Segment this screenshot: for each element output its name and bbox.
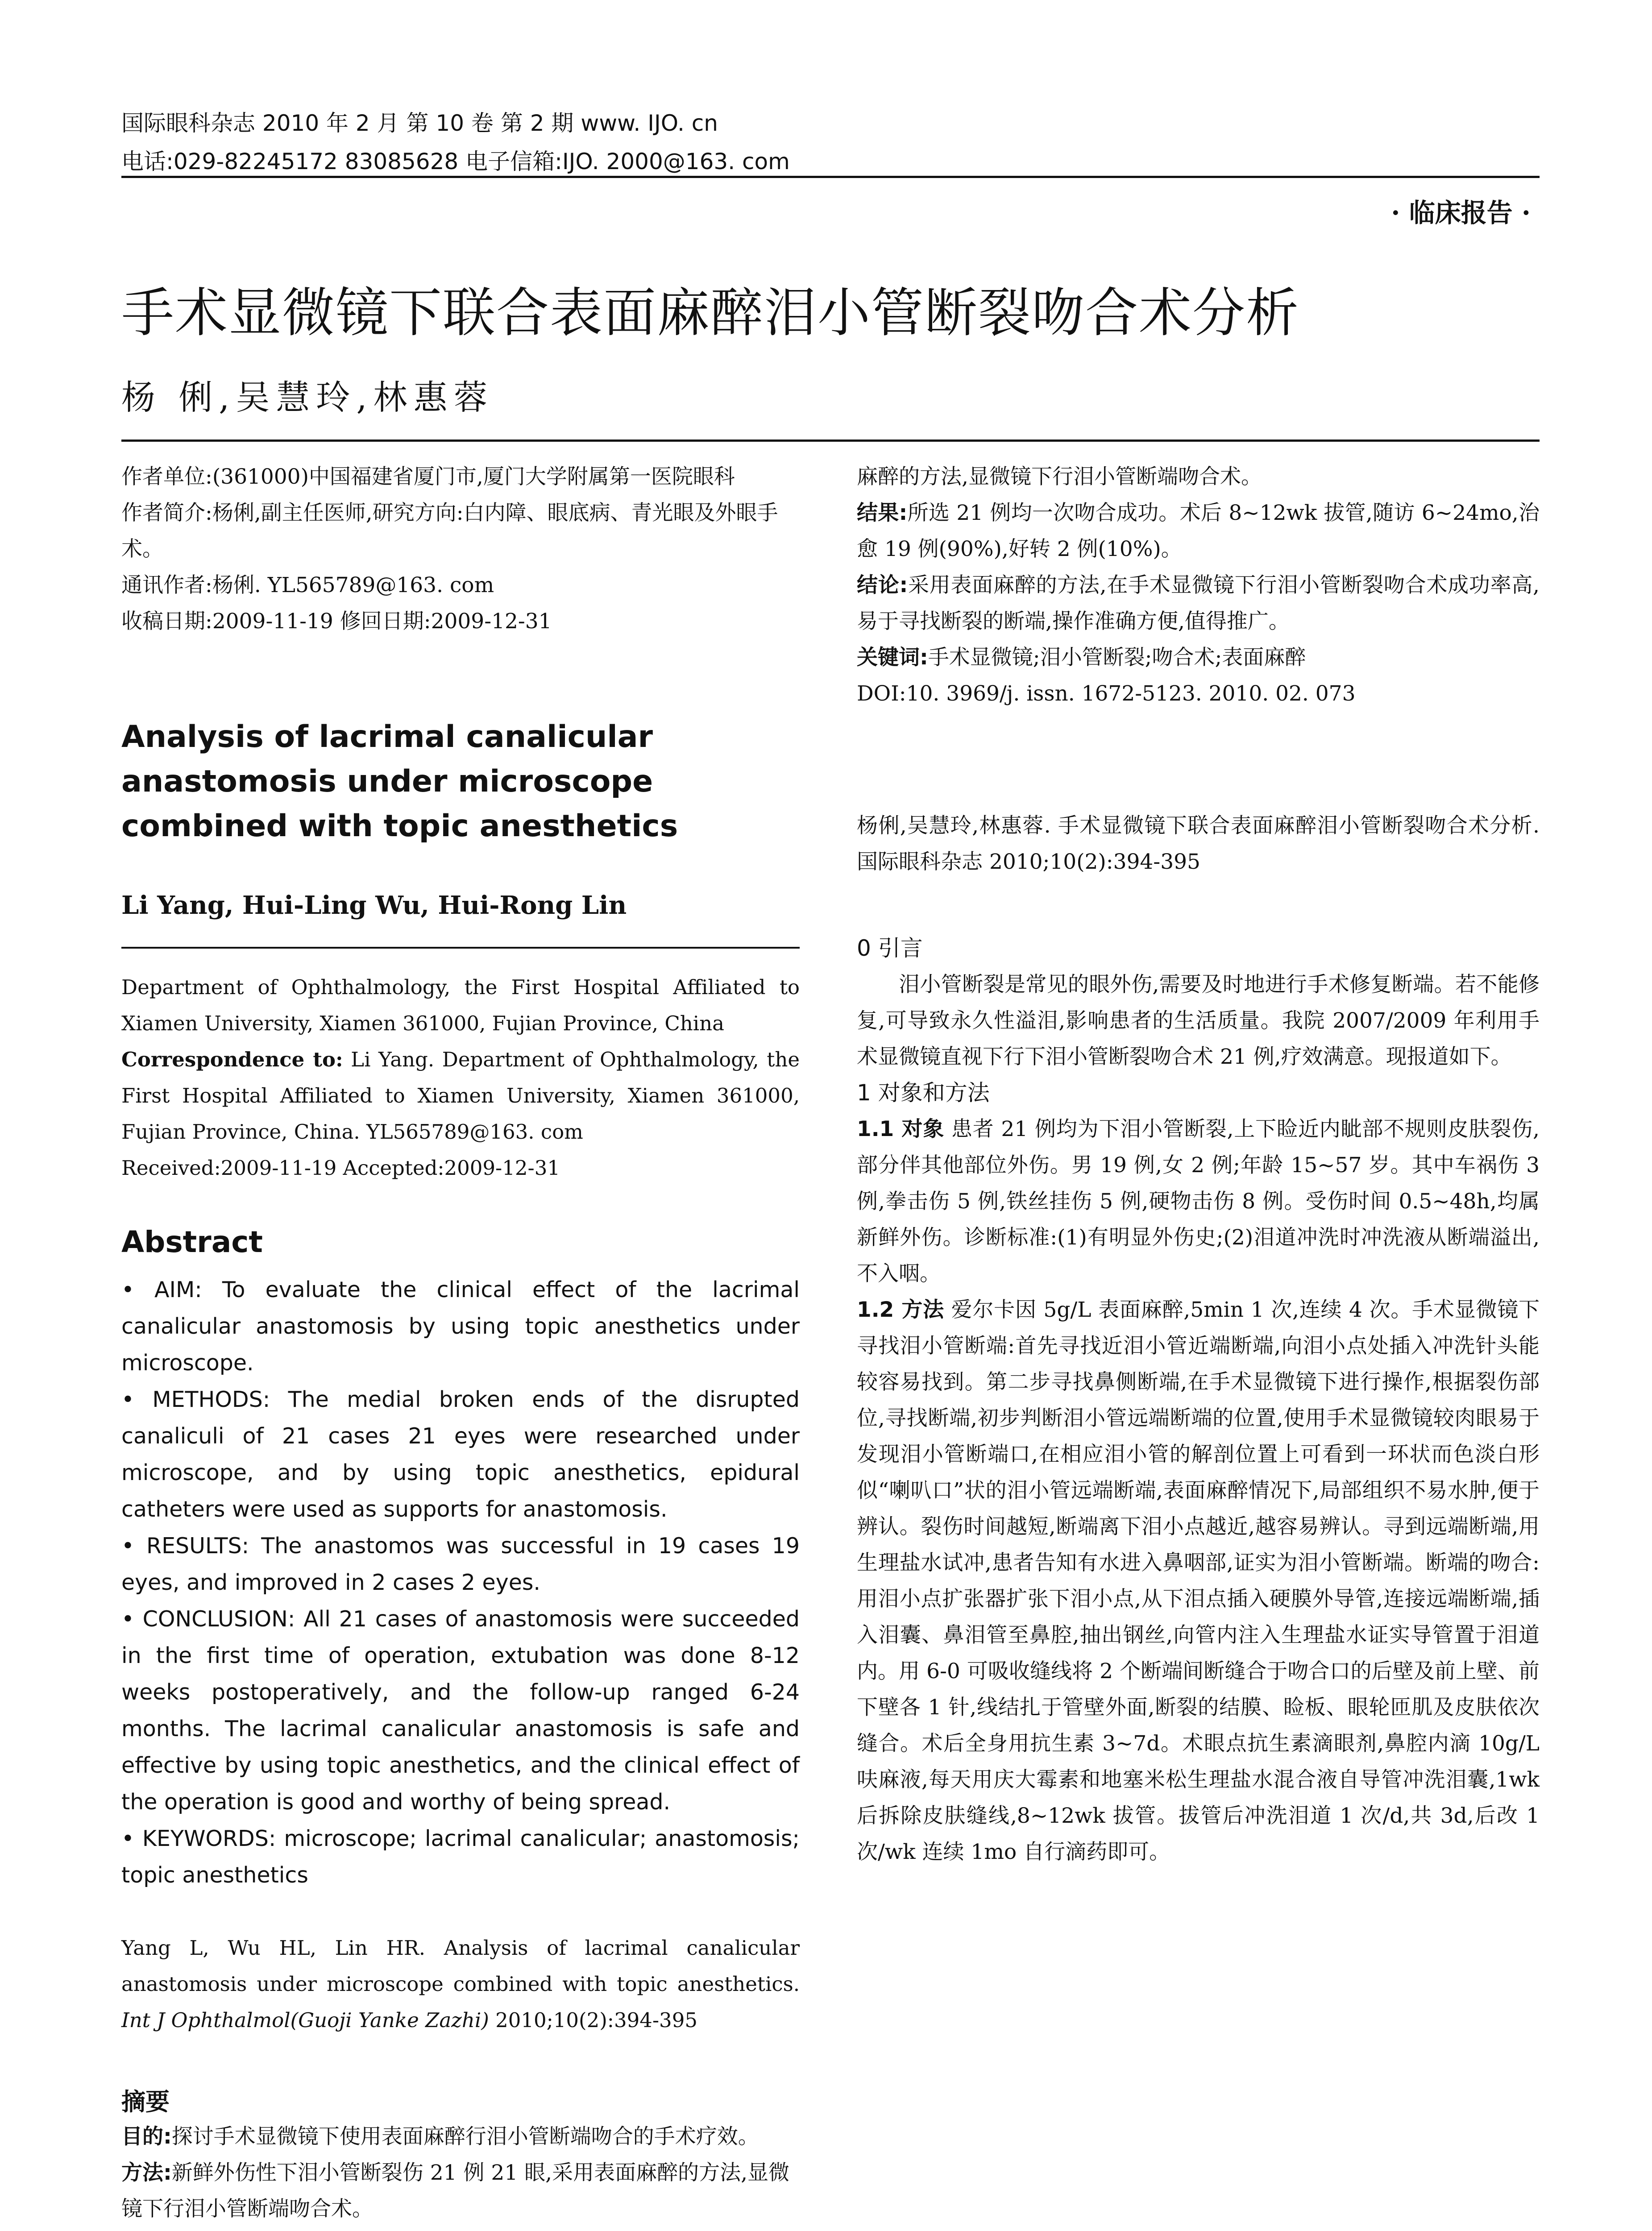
chinese-citation: [857, 808, 1540, 880]
procedure-paragraph: 爱尔卡因 5g/L 表面麻醉,5min 1 次,连续 4 次。手术显微镜下寻找泪小管断端:首先寻找近泪小管近端断端,向泪小点处插入冲洗针头能较容易找到。第二步寻找鼻侧断端,在手术显微镜下进行操作,根据裂伤部位,寻找断端,初步判断泪小管远端断端的位置,使用手术显微镜较肉眼易于发现泪小管断端口,在相应泪小管的解剖位置上可看到一环状而色淡白形似“喇叭口”状的泪小管远端断端,表面麻醉情况下,局部组织不易水肿,便于辨认。裂伤时间越短,断端离下泪小点越近,越容易辨认。寻到远端断端,用生理盐水试冲,患者告知有水进入鼻咽部,证实为泪小管断端。断端的吻合:用泪小点扩张器扩张下泪小点,从下泪点插入硬膜外导管,连接远端断端,插入泪囊、鼻泪管至鼻腔,抽出钢丝,向管内注入生理盐水证实导管置于泪道内。用 6-0 可吸收缝线将 2 个断端间断缝合于吻合口的后壁及前上壁、前下壁各 1 针,线结扎于管壁外面,断裂的结膜、睑板、眼轮匝肌及皮肤依次缝合。术后全身用抗生素 3~7d。术眼点抗生素滴眼剂,鼻腔内滴 10g/L 呋麻液,每天用庆大霉素和地塞米松生理盐水混合液自导管冲洗泪囊,1wk 后拆除皮肤缝线,8~12wk 拔管。拔管后冲洗泪道 1 次/d,共 3d,后改 1 次/wk 连续 1mo 自行滴药即可。: [857, 1298, 1540, 1864]
abstract-keywords: • KEYWORDS: microscope; lacrimal canalicular; anastomosis; topic anesthetics: [121, 1826, 800, 1888]
doi: DOI:10. 3969/j. issn. 1672-5123. 2010. 02. 073: [857, 681, 1356, 706]
english-correspondence: [121, 1041, 800, 1150]
title-rule: [121, 440, 1540, 442]
english-citation: [121, 1930, 800, 2038]
article-title: 手术显微镜下联合表面麻醉泪小管断裂吻合术分析: [121, 282, 1300, 344]
corresponding-author: 通讯作者:杨俐. YL565789@163. com: [121, 573, 494, 597]
correspondence-label: Correspondence to:: [121, 1048, 343, 1071]
intro-paragraph: 泪小管断裂是常见的眼外伤,需要及时地进行手术修复断端。若不能修复,可导致永久性溢泪,影响患者的生活质量。我院 2007/2009 年利用手术显微镜直视下行下泪小管断裂吻合术 21 例,疗效满意。现报道如下。: [857, 972, 1540, 1069]
english-authors: Li Yang, Hui-Ling Wu, Hui-Rong Lin: [121, 891, 627, 920]
subjects-paragraph: 患者 21 例均为下泪小管断裂,上下睑近内眦部不规则皮肤裂伤,部分伴其他部位外伤。男 19 例,女 2 例;年龄 15~57 岁。其中车祸伤 3 例,拳击伤 5 例,铁丝挂伤 5 例,硬物击伤 8 例。受伤时间 0.5~48h,均属新鲜外伤。诊断标准:(1)有明显外伤史;(2)泪道冲洗时冲洗液从断端溢出,不入咽。: [857, 1117, 1540, 1286]
english-affiliation-block: [121, 969, 800, 1186]
journal-header-line2: 电话:029-82245172 83085628 电子信箱:IJO. 2000@163. com: [121, 149, 790, 174]
section-tag: · 临床报告 ·: [1391, 198, 1531, 228]
journal-header-line1: 国际眼科杂志 2010 年 2 月 第 10 卷 第 2 期 www. IJO. cn: [121, 110, 718, 136]
result-text: 所选 21 例均一次吻合成功。术后 8~12wk 拔管,随访 6~24mo,治愈 19 例(90%),好转 2 例(10%)。: [857, 501, 1540, 561]
author-info: [121, 459, 800, 639]
purpose-label: 目的:: [121, 2124, 172, 2149]
heading-intro: 0 引言: [857, 935, 923, 961]
abstract-methods: • METHODS: The medial broken ends of the disrupted canaliculi of 21 cases 21 eyes were researched under microscope, and by using topic anesthetics, epidural catheters were used as supports for anastomosis.: [121, 1387, 800, 1522]
method-continuation: 麻醉的方法,显微镜下行泪小管断端吻合术。: [857, 464, 1262, 489]
english-title: Analysis of lacrimal canalicular anastomosis under microscope combined with topic anesthetics: [121, 719, 678, 844]
chinese-abstract-right: [857, 459, 1540, 712]
heading-subjects: 1.1 对象: [857, 1117, 945, 1141]
author-line: 杨 俐,吴慧玲,林惠蓉: [121, 377, 494, 417]
english-author-rule: [121, 947, 800, 949]
method-text: 新鲜外伤性下泪小管断裂伤 21 例 21 眼,采用表面麻醉的方法,显微镜下行泪小管断端吻合术。: [121, 2161, 790, 2221]
correspondence-text: Li Yang. Department of Ophthalmology, the First Hospital Affiliated to Xiamen University, Xiamen 361000, Fujian Province, China. YL565789@163. com: [121, 1048, 800, 1144]
chinese-abstract-left: [121, 2119, 800, 2221]
abstract-aim: • AIM: To evaluate the clinical effect of the lacrimal canalicular anastomosis by using topic anesthetics under microscope.: [121, 1277, 800, 1376]
abstract-heading: Abstract: [121, 1225, 263, 1259]
english-citation-journal: Int J Ophthalmol(Guoji Yanke Zazhi): [121, 2008, 489, 2032]
english-dates: Received:2009-11-19 Accepted:2009-12-31: [121, 1156, 560, 1180]
conclusion-text: 采用表面麻醉的方法,在手术显微镜下行泪小管断裂吻合术成功率高,易于寻找断裂的断端,操作准确方便,值得推广。: [857, 573, 1540, 634]
purpose-text: 探讨手术显微镜下使用表面麻醉行泪小管断端吻合的手术疗效。: [171, 2124, 759, 2149]
abstract-results: • RESULTS: The anastomos was successful in 19 cases 19 eyes, and improved in 2 cases 2 eyes.: [121, 1533, 800, 1595]
article-body: [857, 930, 1540, 1870]
result-label: 结果:: [857, 501, 908, 525]
keywords-text: 手术显微镜;泪小管断裂;吻合术;表面麻醉: [928, 645, 1306, 670]
conclusion-label: 结论:: [857, 573, 908, 597]
chinese-citation-text: 杨俐,吴慧玲,林惠蓉. 手术显微镜下联合表面麻醉泪小管断裂吻合术分析. 国际眼科杂志 2010;10(2):394-395: [857, 813, 1540, 874]
keywords-label: 关键词:: [857, 645, 928, 670]
english-citation-main: Yang L, Wu HL, Lin HR. Analysis of lacrimal canalicular anastomosis under microscope combined with topic anesthetics.: [121, 1936, 800, 1996]
heading-procedure: 1.2 方法: [857, 1298, 944, 1322]
author-unit: 作者单位:(361000)中国福建省厦门市,厦门大学附属第一医院眼科: [121, 464, 735, 489]
english-abstract: [121, 1272, 800, 1894]
method-label: 方法:: [121, 2161, 172, 2185]
heading-methods: 1 对象和方法: [857, 1080, 990, 1106]
abstract-conclusion: • CONCLUSION: All 21 cases of anastomosis were succeeded in the first time of operation, extubation was done 8-12 weeks postoperatively, and the follow-up ranged 6-24 months. The lacrimal canalicular anastomosis is safe and effective by using topic anesthetics, and the clinical effect of the operation is good and worthy of being spread.: [121, 1606, 800, 1815]
received-dates: 收稿日期:2009-11-19 修回日期:2009-12-31: [121, 609, 552, 634]
chinese-abstract-heading: 摘要: [121, 2088, 170, 2116]
english-citation-tail: 2010;10(2):394-395: [489, 2008, 697, 2032]
header-rule: [121, 176, 1540, 178]
english-affiliation: Department of Ophthalmology, the First Hospital Affiliated to Xiamen University, Xiamen 361000, Fujian Province, China: [121, 975, 800, 1035]
author-intro: 作者简介:杨俐,副主任医师,研究方向:白内障、眼底病、青光眼及外眼手术。: [121, 501, 778, 561]
